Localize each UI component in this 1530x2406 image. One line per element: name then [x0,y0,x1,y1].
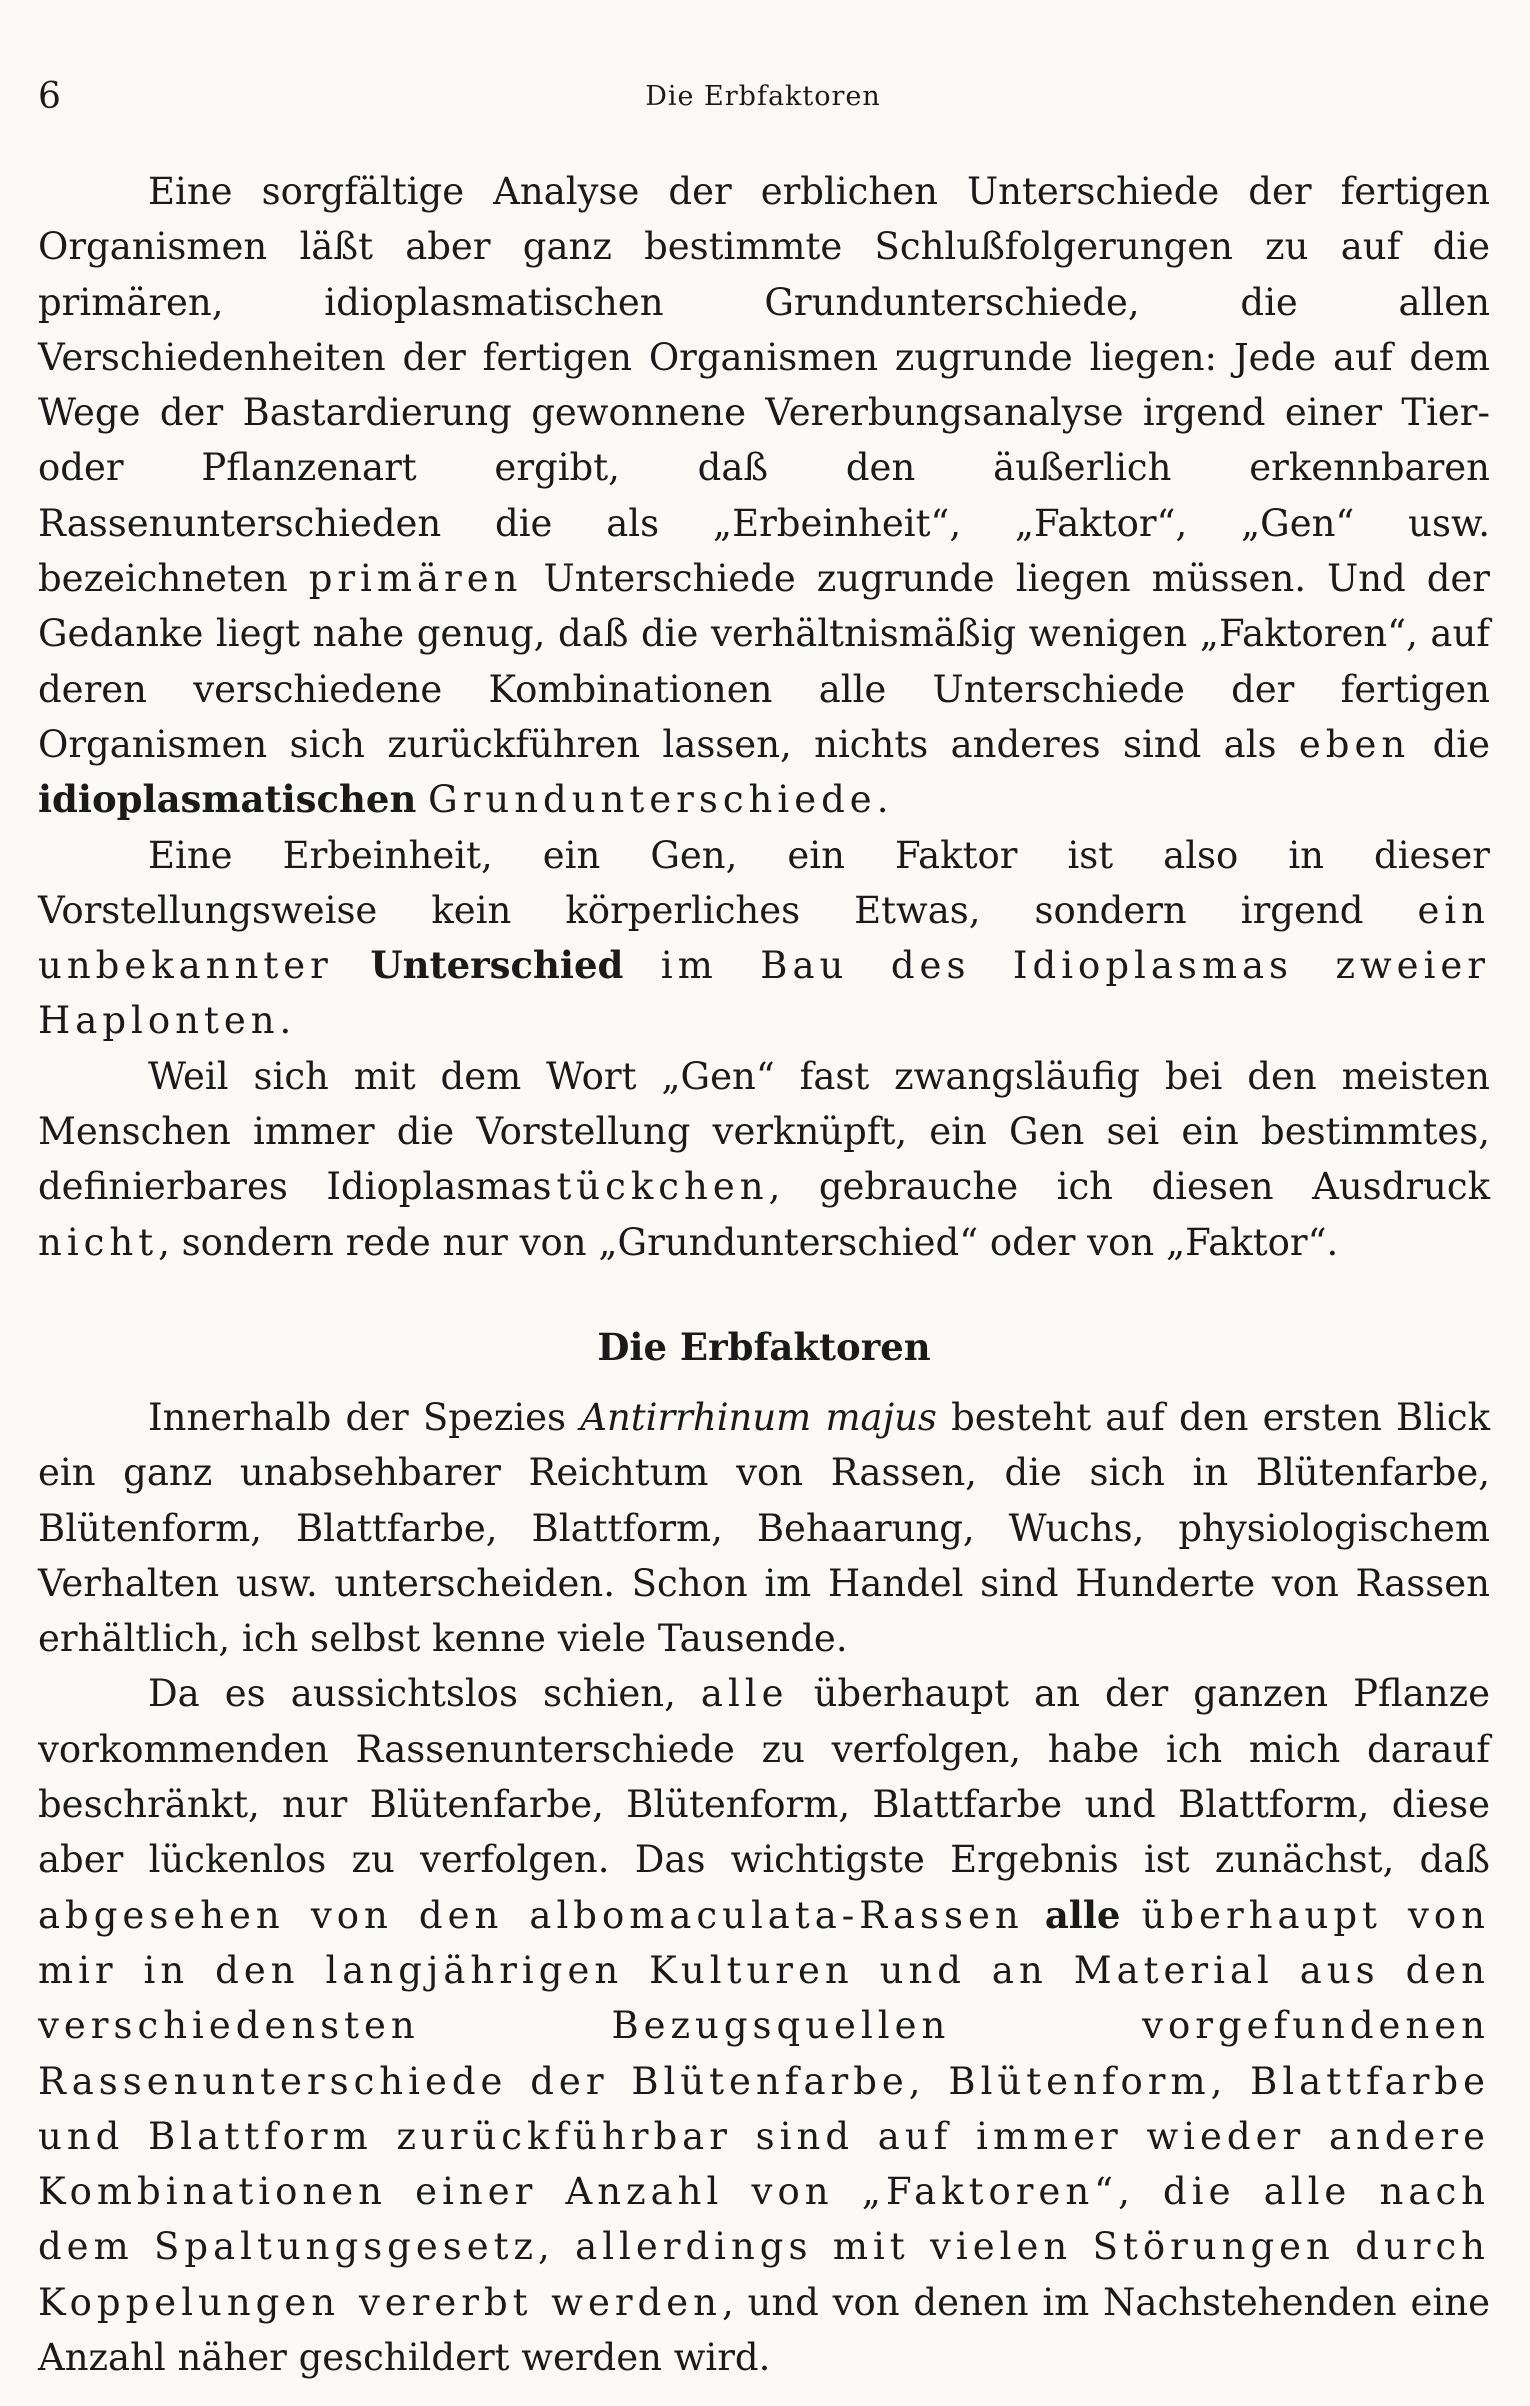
text-segment: die [1410,722,1490,766]
spaced-text: überhaupt von mir in den langjährigen Kulturen und an Material aus den verschiedensten Bezugsquellen vorgefundenen Rassenunterschiede der Blütenfarbe, Blütenform, Blattfarbe und Blattform zurückführbar sind auf immer wieder andere Kombinationen einer Anzahl von „Faktoren“, die alle nach dem Spaltungsgesetz, allerdings mit vielen Störungen durch Koppelungen vererbt werden [38,1893,1490,2324]
spaced-text: alle [700,1672,789,1716]
text-segment: , sondern rede nur von „Grundunterschied“ oder von „Faktor“. [158,1220,1339,1264]
paragraph-analysis [38,164,1490,828]
text-segment: , und von denen im Nachstehenden eine Anzahl näher geschildert werden wird. [38,2280,1490,2379]
species-name: Antirrhinum majus [580,1395,937,1439]
bold-text: alle [1044,1892,1121,1937]
body-text [38,164,1490,2385]
spaced-text: ein unbekannter [38,888,1490,988]
page-number: 6 [38,76,61,117]
spaced-text: Grundunterschiede [428,778,877,822]
text-segment: Eine sorgfältige Analyse der erblichen Unterschiede der fertigen Organismen läßt aber ganz bestimmte Schlußfolgerungen zu auf die primären, idioplasmatischen Grundunterschiede, die allen Verschiedenheiten der fertigen Organismen zugrunde liegen: Jede auf dem Wege der Bastardierung gewonnene Vererbungsanalyse irgend einer Tier- oder Pflanzenart ergibt, daß den äußerlich erkennbaren Rassenunterschieden die als „Erbeinheit“, „Faktor“, „Gen“ usw. bezeichneten [38,170,1490,601]
text-segment: . [279,999,292,1043]
paragraph-gen [38,1049,1490,1270]
paragraph-erbeinheit [38,828,1490,1049]
section-heading: Die Erbfaktoren [597,1324,931,1369]
bold-text: Unterschied [370,943,624,988]
text-segment: besteht auf den ersten Blick ein ganz unabsehbarer Reichtum von Rassen, die sich in Blütenfarbe, Blütenform, Blattfarbe, Blattform, Behaarung, Wuchs, physiologischem Verhalten usw. unterscheiden. Schon im Handel sind Hunderte von Rassen erhältlich, ich selbst kenne viele Tausende. [38,1395,1490,1661]
text-segment [1120,1894,1141,1937]
page-header [38,72,1488,122]
text-segment: Weil sich mit dem Wort „Gen“ fast zwangsläufig bei den meisten Menschen immer die Vorstellung verknüpft, ein Gen sei ein bestimmtes, definierbares Idioplasma [38,1054,1490,1209]
spaced-text: eben [1298,722,1411,766]
running-title: Die Erbfaktoren [645,81,881,112]
paragraph-ergebnis [38,1666,1490,2385]
spaced-text: abgesehen von den albomaculata-Rassen [38,1893,1024,1937]
text-segment: . [876,778,889,822]
bold-text: idioplasmatischen [38,777,417,822]
paragraph-antirrhinum [38,1390,1490,1666]
text-segment [333,944,371,987]
text-segment [623,944,661,987]
text-segment: Eine Erbeinheit, ein Gen, ein Faktor ist also in dieser Vorstellungsweise kein körperliches Etwas, sondern irgend [38,833,1490,932]
text-segment: Da es aussichtslos schien, [148,1672,701,1716]
text-segment [416,778,428,821]
text-segment [1024,1894,1045,1937]
text-segment: Innerhalb der Spezies [148,1395,581,1439]
spaced-text: stückchen [532,1165,769,1209]
text-segment: Unterschiede zugrunde liegen müssen. Und der Gedanke liegt nahe genug, daß die verhältnismäßig wenigen „Faktoren“, auf deren verschiedene Kombinationen alle Unterschiede der fertigen Organismen sich zurückführen lassen, nichts anderes sind als [38,557,1490,766]
text-segment: überhaupt an der ganzen Pflanze vorkommenden Rassenunterschiede zu verfolgen, habe ich mich darauf beschränkt, nur Blütenfarbe, Blütenform, Blattfarbe und Blattform, diese aber lückenlos zu verfolgen. Das wichtigste Ergebnis ist zunächst, daß [38,1672,1490,1882]
spaced-text: im Bau des Idioplasmas zweier Haplonten [38,944,1490,1043]
spaced-text: nicht [38,1220,159,1264]
spaced-text: primären [308,557,523,601]
text-segment: , gebrauche ich diesen Ausdruck [768,1165,1491,1209]
